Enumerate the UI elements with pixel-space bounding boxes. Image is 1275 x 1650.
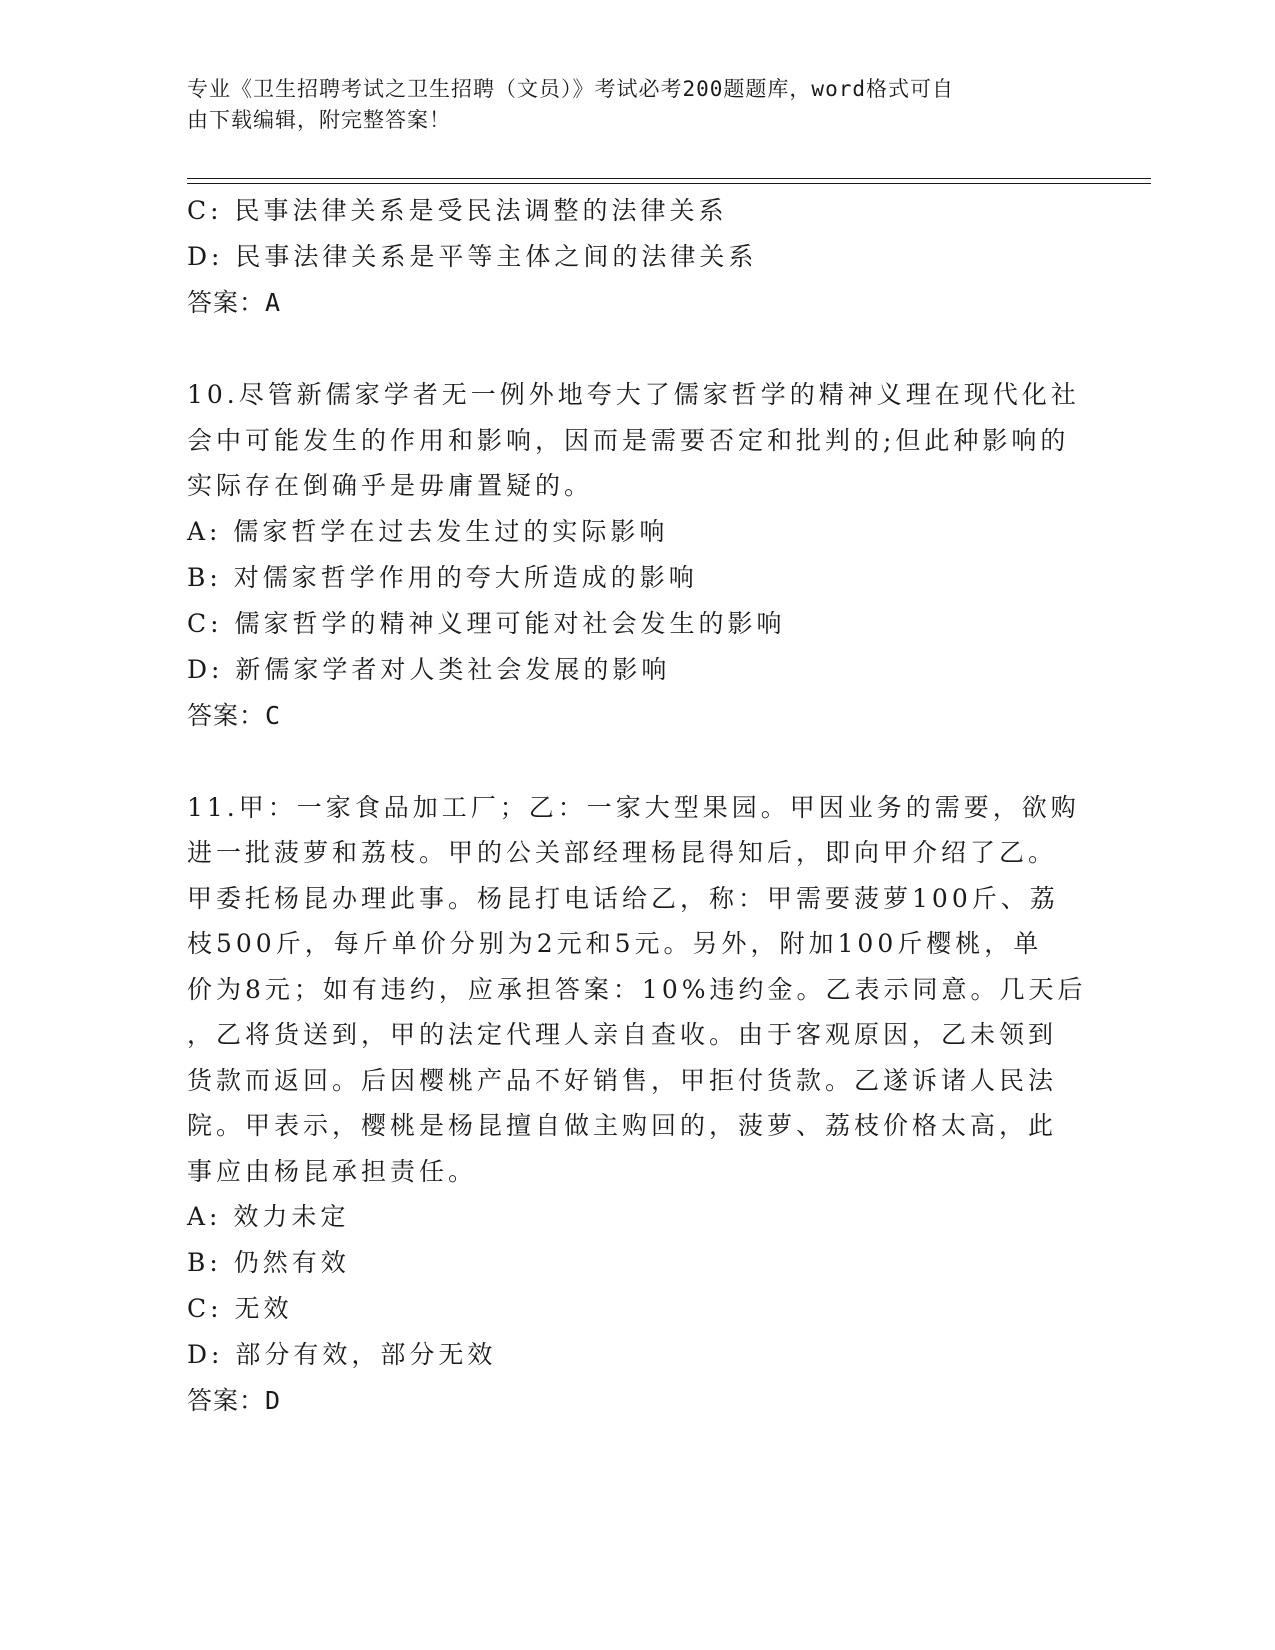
spacer <box>187 739 1067 785</box>
question-content <box>187 188 1087 1424</box>
answer-line <box>187 1378 1067 1424</box>
option-d: D: 民事法律关系是平等主体之间的法律关系 <box>187 242 758 271</box>
option-a: A: 儒家哲学在过去发生过的实际影响 <box>187 516 669 546</box>
question-10 <box>187 372 1080 739</box>
option-b: B: 仍然有效 <box>187 1248 350 1277</box>
question-stem-line: 事应由杨昆承担责任。 <box>187 1156 478 1186</box>
option-c: C: 儒家哲学的精神义理可能对社会发生的影响 <box>187 608 786 638</box>
question-stem-line: 枝500斤，每斤单价分别为2元和5元。另外，附加100斤樱桃，单 <box>187 929 1043 958</box>
header-divider-top <box>187 178 1151 179</box>
header-line-2: 由下载编辑，附完整答案！ <box>187 108 451 132</box>
question-stem-line: 进一批菠萝和荔枝。甲的公关部经理杨昆得知后，即向甲介绍了乙。 <box>187 838 1058 867</box>
question-stem-line: 甲委托杨昆办理此事。杨昆打电话给乙，称：甲需要菠萝100斤、荔 <box>187 883 1059 913</box>
question-stem-line: ，乙将货送到，甲的法定代理人亲自查收。由于客观原因，乙未领到 <box>187 1020 1058 1049</box>
option-a: A: 效力未定 <box>187 1202 350 1231</box>
answer-value: C <box>265 700 282 730</box>
question-stem-line: 11.甲：一家食品加工厂；乙：一家大型果园。甲因业务的需要，欲购 <box>187 792 1080 822</box>
answer-line <box>187 280 1067 326</box>
question-stem-line: 院。甲表示，樱桃是杨昆擅自做主购回的，菠萝、荔枝价格太高，此 <box>187 1111 1058 1140</box>
option-b: B: 对儒家哲学作用的夸大所造成的影响 <box>187 562 698 592</box>
spacer <box>187 326 1067 372</box>
question-11 <box>187 785 1087 1425</box>
question-stem-line: 实际存在倒确乎是毋庸置疑的。 <box>187 471 594 500</box>
option-c: C: 无效 <box>187 1294 293 1323</box>
question-stem-line: 货款而返回。后因樱桃产品不好销售，甲拒付货款。乙遂诉诸人民法 <box>187 1065 1058 1095</box>
option-c: C: 民事法律关系是受民法调整的法律关系 <box>187 196 728 225</box>
answer-label: 答案： <box>187 1386 266 1415</box>
answer-value: D <box>265 1386 282 1415</box>
option-d: D: 部分有效，部分无效 <box>187 1340 497 1369</box>
header-line-1: 专业《卫生招聘考试之卫生招聘（文员）》考试必考200题题库，word格式可自 <box>187 77 954 101</box>
page-header <box>187 74 1067 136</box>
answer-label: 答案： <box>187 288 266 317</box>
question-stem-line: 会中可能发生的作用和影响，因而是需要否定和批判的;但此种影响的 <box>187 425 1070 455</box>
answer-label: 答案： <box>187 700 266 730</box>
question-stem <box>187 785 1087 1195</box>
answer-line <box>187 693 1067 739</box>
previous-question <box>187 188 1067 326</box>
question-stem-line: 价为8元；如有违约，应承担答案：10%违约金。乙表示同意。几天后 <box>187 974 1087 1004</box>
option-d: D: 新儒家学者对人类社会发展的影响 <box>187 654 671 684</box>
answer-value: A <box>265 288 282 317</box>
header-divider-bottom <box>187 183 1151 184</box>
question-stem <box>187 372 1080 509</box>
question-stem-line: 10.尽管新儒家学者无一例外地夸大了儒家哲学的精神义理在现代化社 <box>187 380 1080 409</box>
